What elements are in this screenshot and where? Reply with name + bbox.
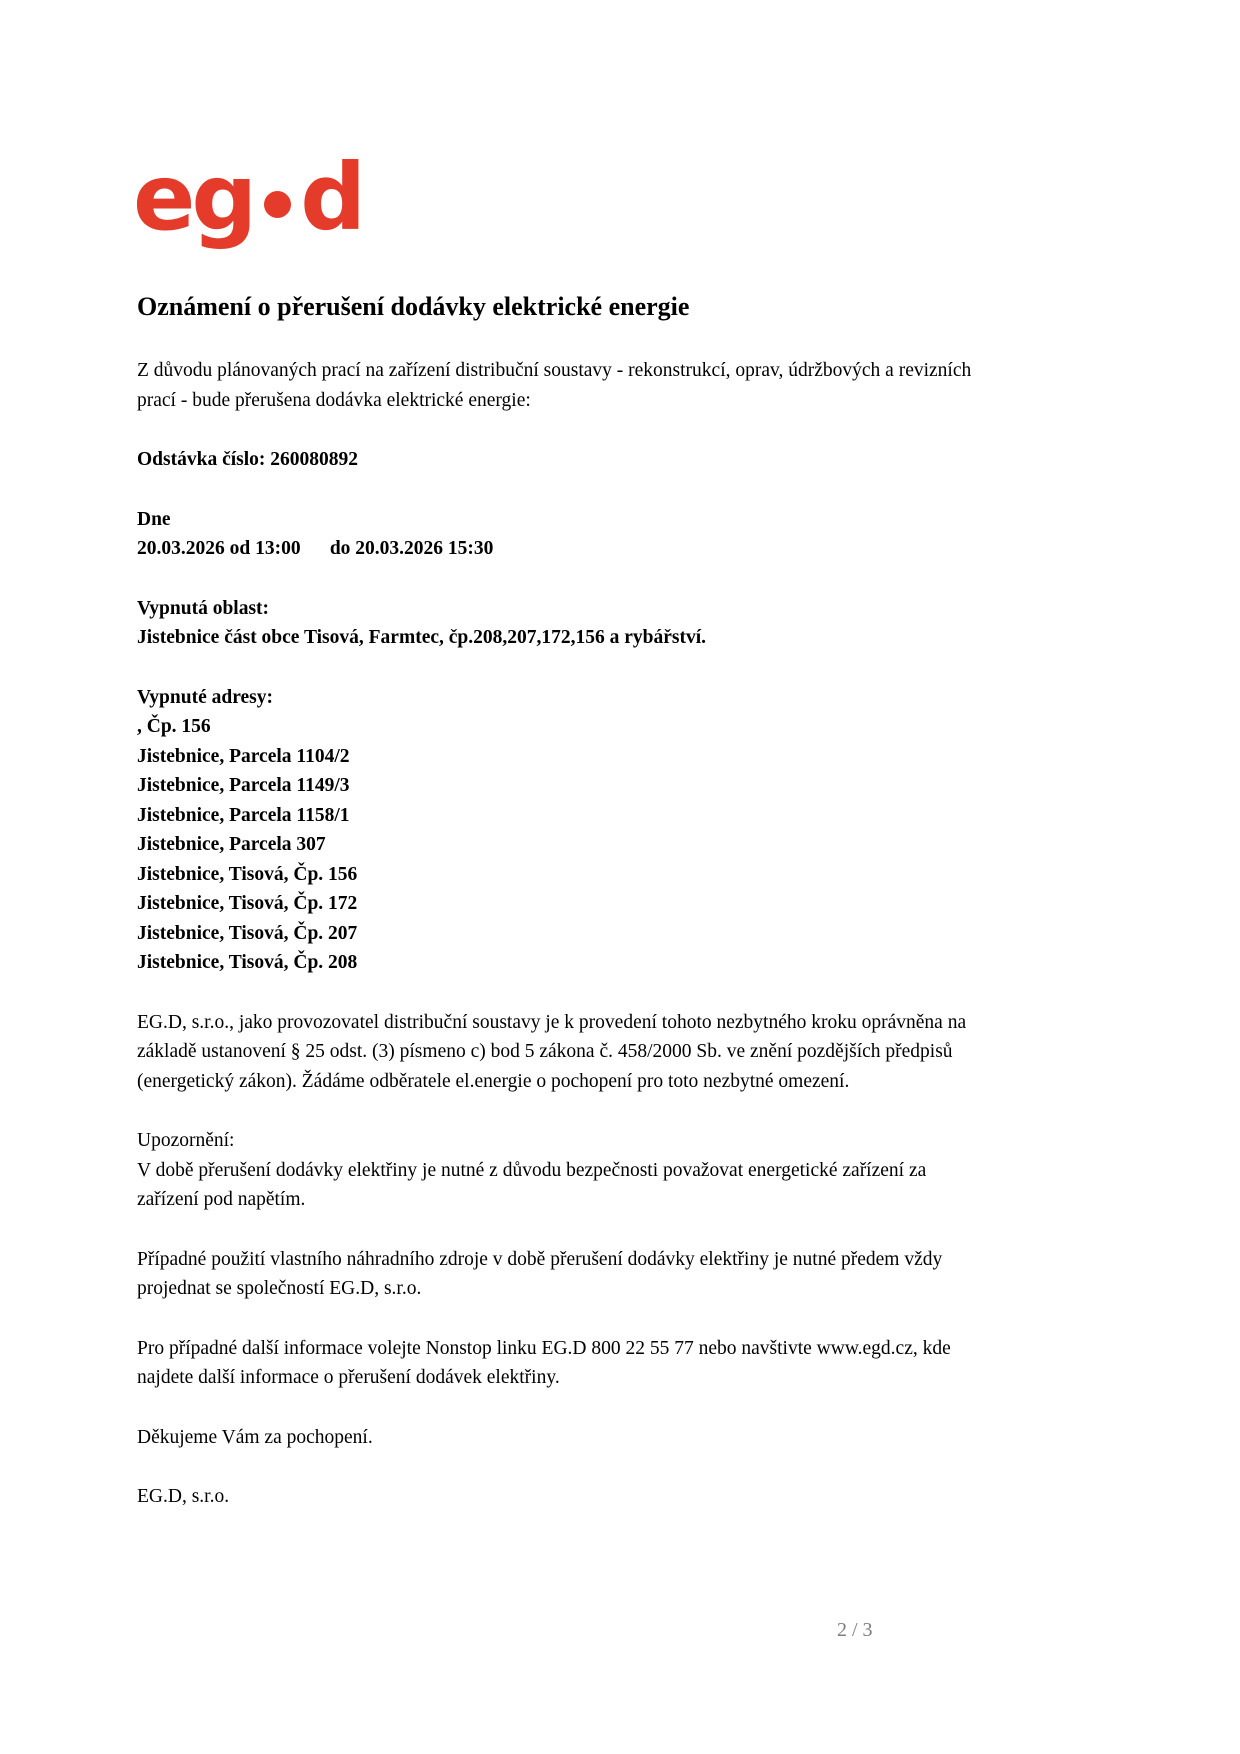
- info-contact-paragraph: Pro případné další informace volejte Nonstop linku EG.D 800 22 55 77 nebo navštivte www.egd.cz, kde najdete další informace o přerušení dodávek elektřiny.: [137, 1337, 951, 1388]
- backup-source-paragraph: Případné použití vlastního náhradního zdroje v době přerušení dodávky elektřiny je nutné předem vždy projednat se společností EG.D, s.r.o.: [137, 1248, 943, 1299]
- notice-block: [137, 1126, 982, 1215]
- address-line: Jistebnice, Tisová, Čp. 208: [137, 952, 358, 973]
- signature-line: EG.D, s.r.o.: [137, 1486, 230, 1507]
- outage-addresses-block: [137, 683, 982, 978]
- address-line: Jistebnice, Tisová, Čp. 172: [137, 893, 358, 914]
- notice-label: Upozornění:: [137, 1130, 235, 1151]
- address-line: Jistebnice, Tisová, Čp. 156: [137, 863, 358, 885]
- document-content: [137, 0, 982, 1542]
- intro-paragraph: Z důvodu plánovaných prací na zařízení distribuční soustavy - rekonstrukcí, oprav, údržbových a revizních prací - bude přerušena dodávka elektrické energie:: [137, 360, 972, 411]
- outage-area-block: [137, 594, 982, 653]
- address-line: Jistebnice, Parcela 307: [137, 834, 326, 855]
- address-line: Jistebnice, Parcela 1158/1: [137, 804, 350, 826]
- logo-text-d: d: [300, 144, 363, 251]
- thanks-line: Děkujeme Vám za pochopení.: [137, 1426, 373, 1448]
- outage-area-label: Vypnutá oblast:: [137, 597, 270, 619]
- page-title: Oznámení o přerušení dodávky elektrické energie: [137, 292, 690, 321]
- outage-area-value: Jistebnice část obce Tisová, Farmtec, čp.208,207,172,156 a rybářství.: [137, 627, 707, 648]
- address-line: , Čp. 156: [137, 716, 211, 737]
- logo-text-eg: eg: [133, 144, 254, 251]
- outage-number-line: Odstávka číslo: 260080892: [137, 449, 359, 470]
- address-line: Jistebnice, Parcela 1104/2: [137, 745, 350, 767]
- address-line: Jistebnice, Tisová, Čp. 207: [137, 922, 358, 944]
- legal-paragraph: EG.D, s.r.o., jako provozovatel distribuční soustavy je k provedení tohoto nezbytného kroku oprávněna na základě ustanovení § 25 odst. (3) písmeno c) bod 5 zákona č. 458/2000 Sb. ve znění pozdějších předpisů (energetický zákon). Žádáme odběratele el.energie o pochopení pro toto nezbytné omezení.: [137, 1011, 967, 1092]
- address-line: Jistebnice, Parcela 1149/3: [137, 775, 350, 796]
- outage-addresses-label: Vypnuté adresy:: [137, 686, 273, 708]
- outage-date-label: Dne: [137, 508, 171, 530]
- page-number: 2 / 3: [837, 1619, 873, 1641]
- outage-date-block: [137, 505, 982, 564]
- outage-date-line: 20.03.2026 od 13:00 do 20.03.2026 15:30: [137, 538, 494, 559]
- notice-text: V době přerušení dodávky elektřiny je nutné z důvodu bezpečnosti považovat energetické zařízení za zařízení pod napětím.: [137, 1159, 927, 1210]
